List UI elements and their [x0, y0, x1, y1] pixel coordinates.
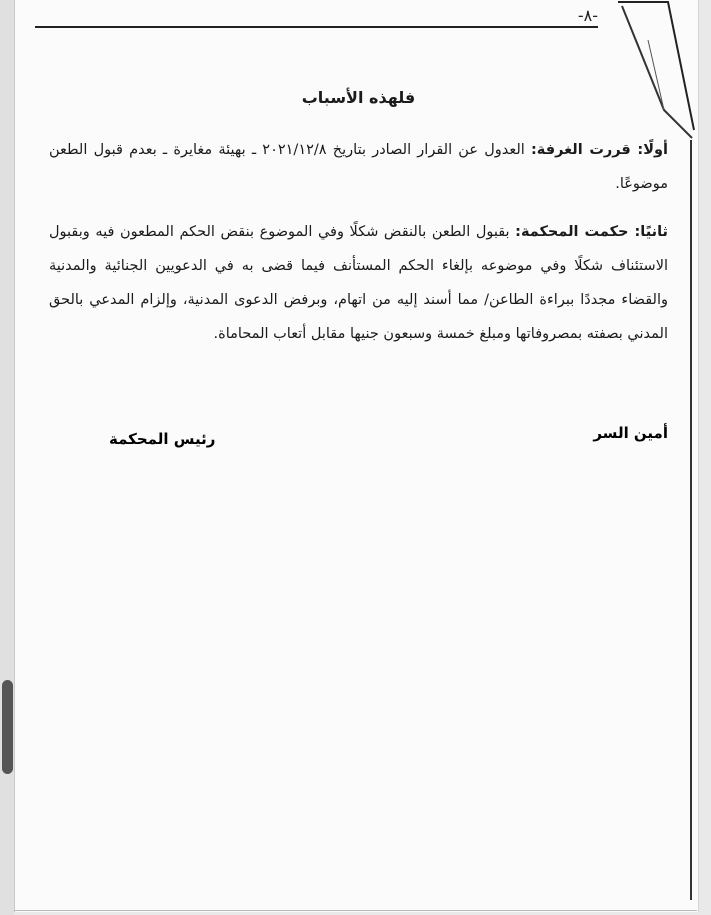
signature-president: رئيس المحكمة: [109, 430, 216, 448]
section-heading: فلهذه الأسباب: [301, 88, 416, 107]
paragraph-second-text: بقبول الطعن بالنقض شكلًا وفي الموضوع بنقض الحكم المطعون فيه وبقبول الاستئناف شكلًا وفي موضوعه بإلغاء الحكم المستأنف فيما قضى به في الدعويين الجنائية والمدنية والقضاء مجددًا ببراءة الطاعن/ مما أسند إليه من اتهام، وبرفض الدعوى المدنية، وإلزام المدعي بالحق المدني بصفته بمصروفاتها ومبلغ خمسة وسبعون جنيها مقابل أتعاب المحاماة.: [49, 224, 668, 342]
document-body: [49, 88, 668, 365]
paragraph-second-lead: ثانيًا: حكمت المحكمة:: [515, 224, 668, 240]
document-page: [14, 0, 699, 912]
signature-block: [49, 424, 668, 454]
paragraph-first-text: العدول عن القرار الصادر بتاريخ ٢٠٢١/١٢/٨ ـ بهيئة مغايرة ـ بعدم قبول الطعن موضوعًا.: [49, 142, 668, 192]
scrollbar-track[interactable]: [0, 0, 14, 915]
top-rule: [35, 26, 598, 28]
paragraph-second: [49, 215, 668, 351]
bottom-rule: [14, 910, 697, 911]
page-number: -٨-: [577, 6, 598, 25]
paragraph-first: [49, 133, 668, 201]
page-edge: [690, 140, 692, 900]
signature-secretary: أمين السر: [593, 424, 668, 442]
paragraph-first-lead: أولًا: قررت الغرفة:: [531, 142, 668, 158]
scrollbar-thumb[interactable]: [2, 680, 13, 774]
